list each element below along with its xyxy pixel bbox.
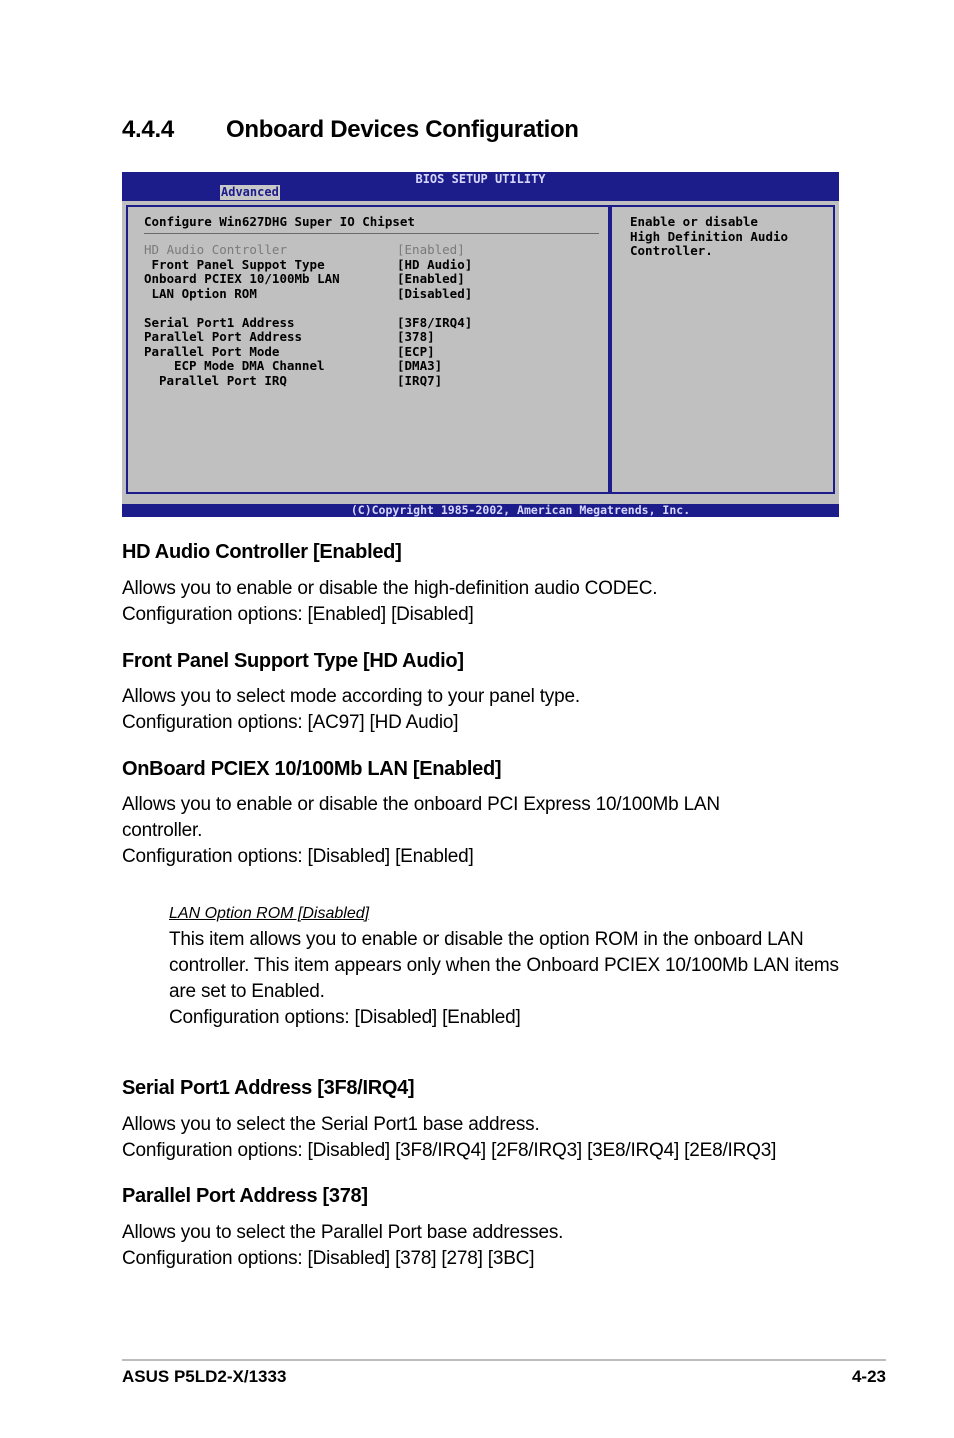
section-title — [122, 116, 579, 144]
bios-screenshot — [122, 172, 839, 517]
parallel-port-description — [122, 1220, 842, 1272]
lan-rom-text: This item allows you to enable or disable the option ROM in the onboard LAN controller. This item appears only when the Onboard PCIEX 10/100Mb LAN items are set to Enabled. — [169, 929, 839, 1002]
bios-item-row[interactable] — [144, 330, 435, 345]
front-panel-options: Configuration options: [AC97] [HD Audio] — [122, 712, 459, 733]
bios-item-label: Parallel Port Address — [144, 329, 303, 344]
serial-port-options: Configuration options: [Disabled] [3F8/IRQ4] [2F8/IRQ3] [3E8/IRQ4] [2E8/IRQ3] — [122, 1140, 777, 1161]
bios-item-row[interactable] — [144, 272, 465, 287]
hd-audio-options: Configuration options: [Enabled] [Disabled] — [122, 604, 474, 625]
bios-title: BIOS SETUP UTILITY — [415, 172, 546, 186]
bios-item-value: [Enabled] — [397, 242, 465, 257]
front-panel-text: Allows you to select mode according to your panel type. — [122, 686, 580, 707]
parallel-port-options: Configuration options: [Disabled] [378] [278] [3BC] — [122, 1248, 535, 1269]
hd-audio-text: Allows you to enable or disable the high-definition audio CODEC. — [122, 578, 658, 599]
front-panel-heading: Front Panel Support Type [HD Audio] — [122, 650, 464, 672]
serial-port-heading: Serial Port1 Address [3F8/IRQ4] — [122, 1077, 415, 1099]
bios-item-value: [ECP] — [397, 344, 435, 359]
section-title-text: Onboard Devices Configuration — [226, 116, 579, 143]
bios-item-row[interactable] — [144, 287, 472, 302]
bios-panel-title: Configure Win627DHG Super IO Chipset — [144, 214, 415, 229]
bios-item-value: [IRQ7] — [397, 373, 443, 388]
bios-item-row[interactable] — [144, 374, 442, 389]
onboard-lan-heading: OnBoard PCIEX 10/100Mb LAN [Enabled] — [122, 758, 502, 780]
section-number: 4.4.4 — [122, 116, 174, 143]
bios-item-label: Front Panel Suppot Type — [151, 257, 325, 272]
serial-port-text: Allows you to select the Serial Port1 base address. — [122, 1114, 540, 1135]
lan-rom-options: Configuration options: [Disabled] [Enabled] — [169, 1007, 521, 1028]
bios-tab-advanced[interactable]: Advanced — [221, 185, 279, 199]
onboard-lan-options: Configuration options: [Disabled] [Enabled] — [122, 846, 474, 867]
bios-item-label: Parallel Port IRQ — [159, 373, 287, 388]
bios-item-value: [DMA3] — [397, 358, 443, 373]
bios-item-value: [378] — [397, 329, 435, 344]
bios-body — [122, 201, 839, 504]
front-panel-description — [122, 684, 842, 736]
bios-item-label: Serial Port1 Address — [144, 315, 295, 330]
hd-audio-description — [122, 576, 842, 628]
footer-page-number: 4-23 — [851, 1367, 886, 1386]
lan-rom-heading: LAN Option ROM [Disabled] — [169, 905, 370, 922]
bios-item-value: [HD Audio] — [397, 257, 473, 272]
bios-item-row[interactable] — [144, 243, 465, 258]
onboard-lan-description — [122, 792, 762, 870]
bios-separator — [144, 233, 599, 234]
onboard-lan-text: Allows you to enable or disable the onboard PCI Express 10/100Mb LAN controller. — [122, 794, 720, 841]
footer-product: ASUS P5LD2-X/1333 — [122, 1367, 287, 1386]
bios-item-value: [Enabled] — [397, 271, 465, 286]
bios-item-label: Parallel Port Mode — [144, 344, 280, 359]
bios-item-label: Onboard PCIEX 10/100Mb LAN — [144, 271, 340, 286]
lan-rom-description — [169, 927, 859, 1031]
parallel-port-text: Allows you to select the Parallel Port base addresses. — [122, 1222, 564, 1243]
bios-help-panel: Enable or disable High Definition Audio Controller. — [610, 205, 835, 494]
bios-item-label: LAN Option ROM — [151, 286, 257, 301]
footer-rule — [122, 1359, 886, 1361]
parallel-port-heading: Parallel Port Address [378] — [122, 1185, 368, 1207]
bios-item-label: HD Audio Controller — [144, 242, 287, 257]
serial-port-description — [122, 1112, 842, 1164]
hd-audio-heading: HD Audio Controller [Enabled] — [122, 541, 402, 563]
bios-item-row[interactable] — [144, 359, 442, 374]
bios-settings-panel — [126, 205, 610, 494]
bios-copyright: (C)Copyright 1985-2002, American Megatrends, Inc. — [350, 503, 691, 517]
bios-item-value: [3F8/IRQ4] — [397, 315, 473, 330]
bios-item-label: ECP Mode DMA Channel — [174, 358, 325, 373]
bios-item-value: [Disabled] — [397, 286, 473, 301]
